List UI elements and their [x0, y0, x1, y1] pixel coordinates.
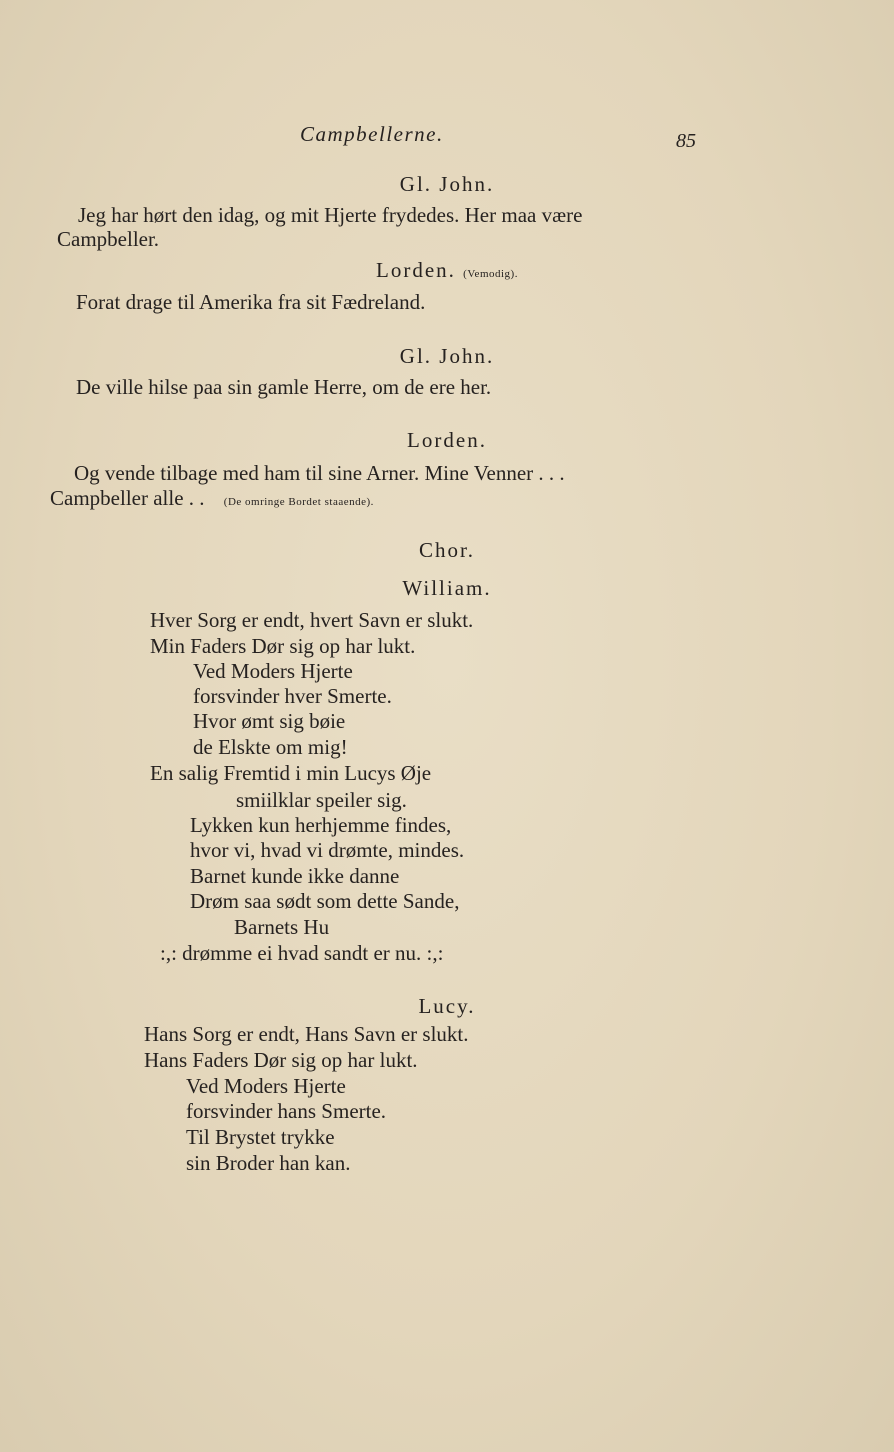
stage-direction: (De omringe Bordet staaende). — [223, 496, 374, 508]
verse-line: En salig Fremtid i min Lucys Øje — [150, 761, 432, 785]
verse-line: Ved Moders Hjerte — [186, 1074, 346, 1098]
speaker-heading: Lucy. — [418, 994, 476, 1018]
speaker-heading: Gl. John. — [399, 344, 495, 368]
page-number: 85 — [676, 130, 696, 152]
prose-line: Forat drage til Amerika fra sit Fædreland. — [76, 290, 426, 314]
verse-line: Hvor ømt sig bøie — [193, 709, 346, 733]
verse-line: Hver Sorg er endt, hvert Savn er slukt. — [150, 608, 474, 632]
verse-line: :,: drømme ei hvad sandt er nu. :,: — [160, 941, 444, 965]
verse-line: hvor vi, hvad vi drømte, mindes. — [190, 838, 465, 862]
verse-line: Drøm saa sødt som dette Sande, — [190, 889, 460, 913]
prose-line — [78, 202, 698, 228]
verse-line: Til Brystet trykke — [186, 1125, 335, 1149]
verse-line: forsvinder hver Smerte. — [193, 684, 392, 708]
verse-line: smiilklar speiler sig. — [236, 788, 407, 812]
chorus-heading: Chor. — [418, 538, 476, 562]
verse-line: forsvinder hans Smerte. — [186, 1099, 387, 1123]
verse-line: Lykken kun herhjemme findes, — [190, 813, 452, 837]
speaker-heading: Gl. John. — [399, 172, 495, 196]
speaker-heading-with-direction — [0, 258, 894, 283]
prose-text: Jeg har hørt den idag, og mit Hjerte frydedes. Her maa være — [78, 203, 583, 227]
verse-line: Ved Moders Hjerte — [193, 659, 353, 683]
prose-line: De ville hilse paa sin gamle Herre, om de ere her. — [76, 375, 492, 399]
running-title: Campbellerne. — [300, 122, 444, 146]
prose-line: Campbeller. — [57, 227, 160, 251]
prose-line-with-direction — [50, 485, 374, 515]
verse-line: Hans Sorg er endt, Hans Savn er slukt. — [144, 1022, 469, 1046]
verse-line: Barnets Hu — [234, 915, 330, 939]
speaker-name: Lorden. — [376, 258, 456, 282]
stage-direction: (Vemodig). — [463, 268, 518, 280]
speaker-heading: William. — [402, 576, 492, 600]
verse-line: Hans Faders Dør sig op har lukt. — [144, 1048, 418, 1072]
verse-line: Min Faders Dør sig op har lukt. — [150, 634, 416, 658]
prose-text: Campbeller alle . . — [50, 486, 205, 510]
speaker-heading: Lorden. — [407, 428, 487, 452]
verse-line: de Elskte om mig! — [193, 735, 348, 759]
verse-line: Barnet kunde ikke danne — [190, 864, 400, 888]
prose-line: Og vende tilbage med ham til sine Arner. Mine Venner . . . — [74, 461, 565, 485]
running-head — [0, 122, 894, 152]
verse-line: sin Broder han kan. — [186, 1151, 351, 1175]
